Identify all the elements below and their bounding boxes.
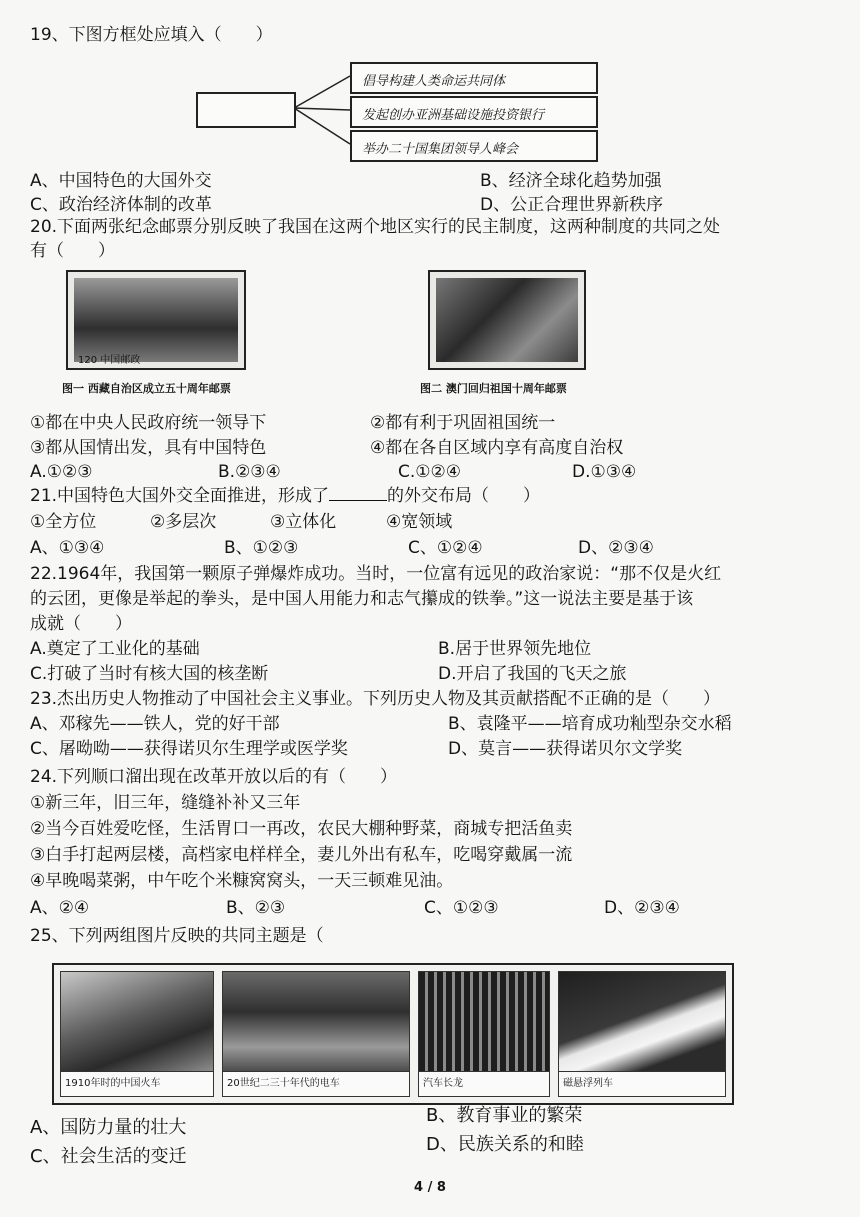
q21-stem-before: 21.中国特色大国外交全面推进，形成了 (30, 486, 330, 506)
q19-option-a: A、中国特色的大国外交 (30, 171, 212, 191)
q19-box-2-text: 发起创办亚洲基础设施投资银行 (362, 108, 545, 123)
photo-2-caption: 20世纪二三十年代的电车 (223, 1071, 409, 1096)
q21-stem (30, 485, 540, 507)
photo-2-picture (223, 972, 409, 1072)
q19-box-3 (350, 130, 598, 162)
photo-3-caption: 汽车长龙 (419, 1071, 549, 1096)
q21-fill-blank (329, 486, 387, 501)
q22-option-a: A.奠定了工业化的基础 (30, 639, 200, 659)
q19-box-1 (350, 62, 598, 94)
stamp-image-2 (428, 270, 586, 370)
q20-option-d: D.①③④ (572, 462, 637, 482)
q22-line3: 成就（ ） (30, 614, 132, 634)
q23-option-a: A、邓稼先——铁人，党的好干部 (30, 714, 280, 734)
q24-option-b: B、②③ (226, 898, 286, 918)
photo-4-picture (559, 972, 725, 1072)
q25-option-a: A、国防力量的壮大 (30, 1117, 187, 1138)
q25-photo-strip (52, 963, 734, 1105)
q19-box-1-text: 倡导构建人类命运共同体 (362, 74, 506, 89)
page-number: 4 / 8 (414, 1180, 446, 1195)
q25-option-c: C、社会生活的变迁 (30, 1146, 187, 1167)
q20-option-a: A.①②③ (30, 462, 93, 482)
q19-option-d: D、公正合理世界新秩序 (480, 195, 664, 215)
q22-line1: 22.1964年，我国第一颗原子弹爆炸成功。当时，一位富有远见的政治家说：“那不仅是火红 (30, 564, 722, 584)
q22-option-d: D.开启了我国的飞天之旅 (438, 664, 627, 684)
q20-stem-line2: 有（ ） (30, 241, 115, 261)
q21-option-b: B、①②③ (224, 538, 299, 558)
q24-item-1: ①新三年，旧三年，缝缝补补又三年 (30, 793, 301, 813)
q22-line2: 的云团，更像是举起的拳头，是中国人用能力和志气攥成的铁拳。”这一说法主要是基于该 (30, 589, 694, 609)
q21-item-3: ③立体化 (270, 512, 337, 532)
photo-3-picture (419, 972, 549, 1072)
photo-2 (222, 971, 410, 1097)
q19-option-c: C、政治经济体制的改革 (30, 195, 212, 215)
photo-4-caption: 磁悬浮列车 (559, 1071, 725, 1096)
q25-option-d: D、民族关系的和睦 (426, 1134, 584, 1155)
q20-stem-line1: 20.下面两张纪念邮票分别反映了我国在这两个地区实行的民主制度，这两种制度的共同之处 (30, 217, 721, 237)
q24-option-c: C、①②③ (424, 898, 499, 918)
q21-item-2: ②多层次 (150, 512, 217, 532)
q25-option-b: B、教育事业的繁荣 (426, 1105, 583, 1126)
q19-stem: 19、下图方框处应填入（ ） (30, 25, 273, 45)
stamp-image-1 (66, 270, 246, 370)
photo-1-caption: 1910年时的中国火车 (61, 1071, 213, 1096)
q22-option-c: C.打破了当时有核大国的核垄断 (30, 664, 269, 684)
q20-statement-1: ①都在中央人民政府统一领导下 (30, 413, 267, 433)
q20-statement-4: ④都在各自区域内享有高度自治权 (370, 438, 624, 458)
q21-item-4: ④宽领域 (386, 512, 453, 532)
stamp-1-caption: 图一 西藏自治区成立五十周年邮票 (62, 382, 231, 395)
q24-item-4: ④早晚喝菜粥，中午吃个米糠窝窝头，一天三顿难见油。 (30, 871, 454, 891)
photo-1-picture (61, 972, 213, 1072)
q24-item-2: ②当今百姓爱吃怪，生活胃口一再改，农民大棚种野菜，商城专把活鱼卖 (30, 819, 573, 839)
q20-statement-3: ③都从国情出发，具有中国特色 (30, 438, 267, 458)
q24-option-d: D、②③④ (604, 898, 680, 918)
stamp-2-picture (436, 278, 578, 362)
q21-stem-after: 的外交布局（ ） (387, 486, 541, 506)
q19-box-2 (350, 96, 598, 128)
q24-stem: 24.下列顺口溜出现在改革开放以后的有（ ） (30, 767, 398, 787)
q24-item-3: ③白手打起两层楼，高档家电样样全，妻儿外出有私车，吃喝穿戴属一流 (30, 845, 573, 865)
q23-option-c: C、屠呦呦——获得诺贝尔生理学或医学奖 (30, 739, 348, 759)
photo-4 (558, 971, 726, 1097)
q21-option-d: D、②③④ (578, 538, 654, 558)
stamp-2-caption: 图二 澳门回归祖国十周年邮票 (420, 382, 567, 395)
q19-box-3-text: 举办二十国集团领导人峰会 (362, 142, 519, 157)
q19-option-b: B、经济全球化趋势加强 (480, 171, 662, 191)
q20-option-b: B.②③④ (218, 462, 281, 482)
q21-item-1: ①全方位 (30, 512, 97, 532)
q23-stem: 23.杰出历史人物推动了中国社会主义事业。下列历史人物及其贡献搭配不正确的是（ ） (30, 689, 721, 709)
q24-option-a: A、②④ (30, 898, 90, 918)
q20-statement-2: ②都有利于巩固祖国统一 (370, 413, 556, 433)
stamp-1-picture (74, 278, 238, 362)
q20-option-c: C.①②④ (398, 462, 461, 482)
q21-option-a: A、①③④ (30, 538, 105, 558)
q23-option-b: B、袁隆平——培育成功籼型杂交水稻 (448, 714, 732, 734)
photo-1 (60, 971, 214, 1097)
photo-3 (418, 971, 550, 1097)
q19-answer-blank-box (196, 92, 296, 128)
q22-option-b: B.居于世界领先地位 (438, 639, 592, 659)
stamp-1-value: 120 中国邮政 (78, 355, 141, 366)
q21-option-c: C、①②④ (408, 538, 483, 558)
q25-stem: 25、下列两组图片反映的共同主题是（ (30, 926, 324, 946)
q23-option-d: D、莫言——获得诺贝尔文学奖 (448, 739, 683, 759)
